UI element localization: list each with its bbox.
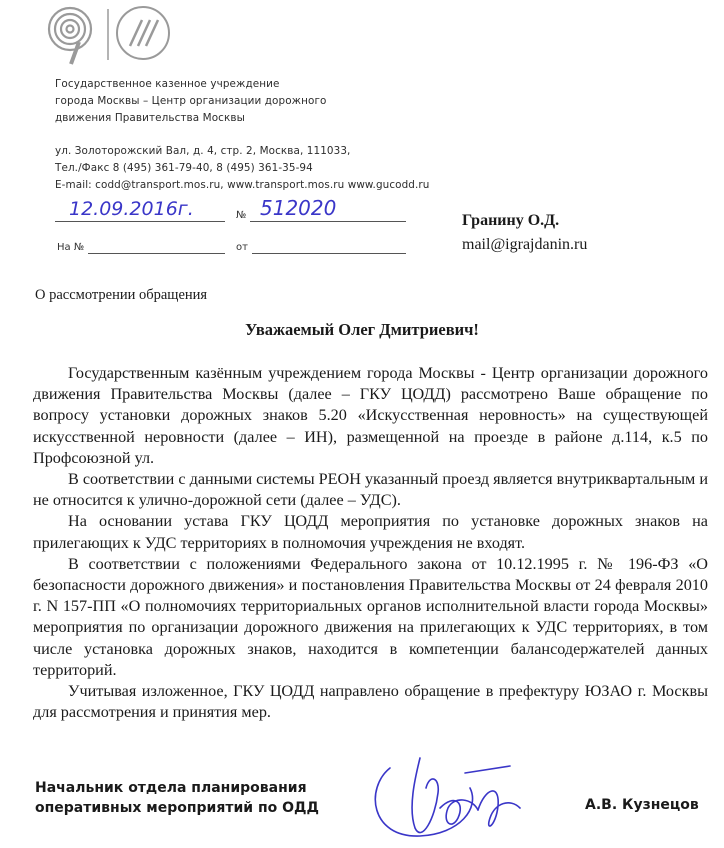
date-field [55,198,225,222]
body-paragraph: Учитывая изложенное, ГКУ ЦОДД направлено обращение в префектуру ЮЗАО г. Москвы для рассмотрения и принятия мер. [33,682,708,722]
org-line: Государственное казенное учреждение [55,78,280,90]
position-line: Начальник отдела планирования [35,780,307,796]
addressee-name: Гранину О.Д. [462,212,560,229]
handwritten-signature [360,748,560,848]
organization-address [55,143,429,194]
addressee-email: mail@igrajdanin.ru [462,236,588,253]
ref-number-field [88,237,225,254]
org-line: города Москвы – Центр организации дорожного [55,95,327,107]
handwritten-date: 12.09.2016г. [69,198,194,220]
ref-date-field [252,237,406,254]
letter-subject: О рассмотрении обращения [35,287,208,303]
body-paragraph: Государственным казённым учреждением города Москвы - Центр организации дорожного движения Правительства Москвы (далее – ГКУ ЦОДД) рассмотрено Ваше обращение по вопросу установки дорожных знаков 5.20 «Искусственная неровность» на существующей искусственной неровности (далее – ИН), размещенной на проезде в районе д.114, к.5 по Профсоюзной ул. [33,364,708,467]
body-paragraph: В соответствии с положениями Федерального закона от 10.12.1995 г. № 196-ФЗ «О безопасности дорожного движения» и постановления Правительства Москвы от 24 февраля 2010 г. N 157-ПП «О полномочиях территориальных органов исполнительной власти города Москвы» мероприятия по организации дорожного движения на прилегающих к УДС территориях, в том числе установка дорожных знаков, находится в компетенции балансодержателей данных территорий. [33,554,708,679]
body-paragraph: На основании устава ГКУ ЦОДД мероприятия по установке дорожных знаков на прилегающих к УДС территориях в полномочия учреждения не входят. [33,512,708,552]
organization-name [55,76,327,127]
letter-body [33,363,708,723]
ref-from-label: от [236,242,248,253]
signer-position [35,778,319,818]
address-line: ул. Золоторожский Вал, д. 4, стр. 2, Москва, 111033, [55,145,351,157]
address-line: E-mail: codd@transport.mos.ru, www.transport.mos.ru www.gucodd.ru [55,179,430,191]
number-label: № [236,210,247,221]
ref-number-label: На № [57,242,85,253]
body-paragraph: В соответствии с данными системы РЕОН указанный проезд является внутриквартальным и не относится к улично-дорожной сети (далее – УДС). [33,470,709,510]
greeting: Уважаемый Олег Дмитриевич! [245,320,479,339]
handwritten-number: 512020 [260,196,337,220]
signer-name: А.В. Кузнецов [585,797,699,813]
position-line: оперативных мероприятий по ОДД [35,800,319,816]
number-field [250,196,406,222]
org-line: движения Правительства Москвы [55,112,245,124]
gucodd-logo [45,4,175,66]
address-line: Тел./Факс 8 (495) 361-79-40, 8 (495) 361-35-94 [55,162,313,174]
